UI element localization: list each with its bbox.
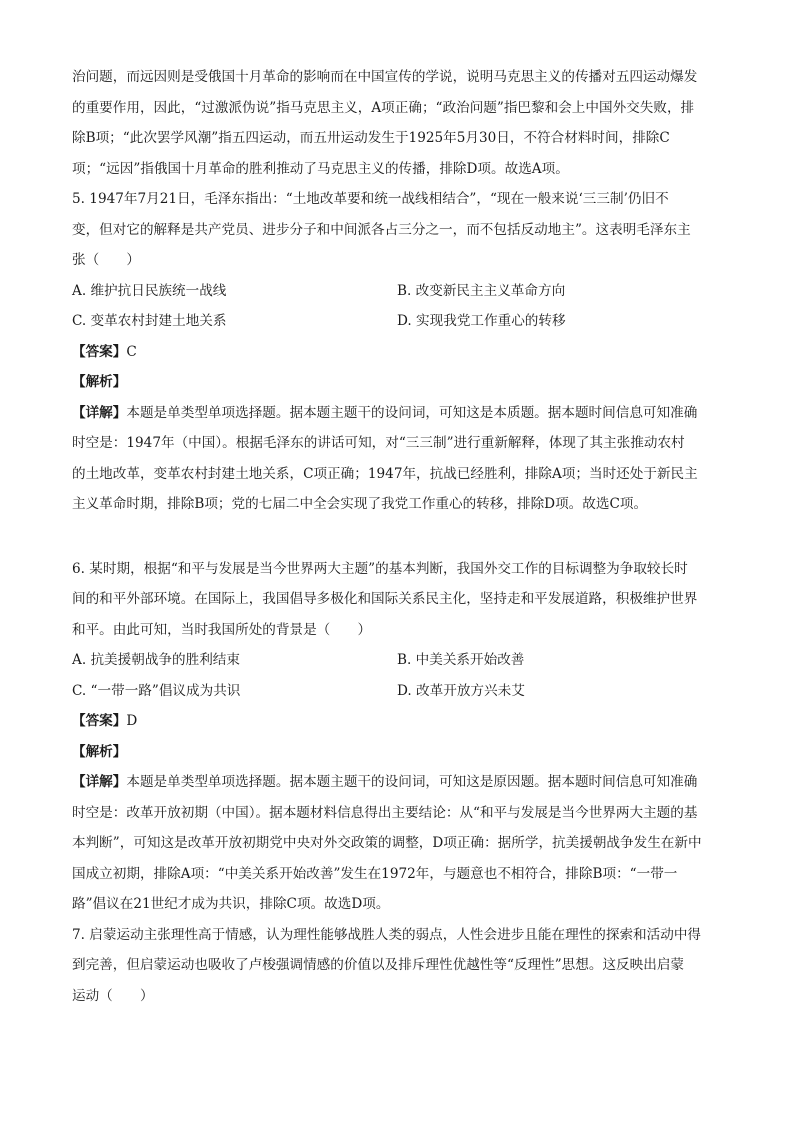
q6-options-row bbox=[72, 676, 724, 707]
q6-option-b: B. 中美关系开始改善 bbox=[397, 652, 525, 668]
q7-stem: 到完善，但启蒙运动也吸收了卢梭强调情感的价值以及排斥理性优越性等“反理性”思想。这反映出启蒙 bbox=[72, 957, 685, 973]
q5-answer bbox=[72, 337, 724, 368]
q6-detail bbox=[72, 767, 724, 798]
answer-value: C bbox=[126, 343, 137, 360]
detail-line: 本判断”，可知这是改革开放初期党中央对外交政策的调整，D项正确：据所学，抗美援朝战争发生在新中 bbox=[72, 835, 702, 851]
answer-value: D bbox=[126, 713, 138, 729]
q5-stem: 变，但对它的解释是共产党员、进步分子和中间派各占三分之一，而不包括反动地主”。这表明毛泽东主 bbox=[72, 221, 691, 238]
analysis-tag: 【解析】 bbox=[72, 374, 127, 390]
q6-option-c: C. “一带一路”倡议成为共识 bbox=[72, 682, 241, 699]
q6-options-row bbox=[72, 645, 724, 676]
intro-line: 治问题，而远因则是受俄国十月革命的影响而在中国宣传的学说，说明马克思主义的传播对五四运动爆发 bbox=[72, 69, 698, 85]
q5-option-c: C. 变革农村封建土地关系 bbox=[72, 313, 227, 329]
detail-line: 路”倡议在21世纪才成为共识，排除C项。故选D项。 bbox=[72, 896, 390, 912]
q6-stem: 间的和平外部环境。在国际上，我国倡导多极化和国际关系民主化，坚持走和平发展道路，积极维护世界 bbox=[72, 591, 698, 607]
q5-option-a: A. 维护抗日民族统一战线 bbox=[72, 282, 227, 299]
q6-option-d: D. 改革开放方兴未艾 bbox=[397, 682, 525, 699]
document-page bbox=[72, 62, 724, 1011]
q7-stem: 7. 启蒙运动主张理性高于情感，认为理性能够战胜人类的弱点，人性会进步且能在理性的探索和活动中得 bbox=[72, 926, 702, 943]
intro-line: 项；“远因”指俄国十月革命的胜利推动了马克思主义的传播，排除D项。故选A项。 bbox=[72, 160, 569, 177]
q6-stem: 6. 某时期，根据“和平与发展是当今世界两大主题”的基本判断，我国外交工作的目标调整为争取较长时 bbox=[72, 560, 688, 577]
q5-options-row bbox=[72, 306, 724, 337]
q5-stem: 张（ ） bbox=[72, 252, 140, 268]
answer-tag: 【答案】 bbox=[72, 343, 127, 360]
intro-line: 的重要作用，因此，“过激派伪说”指马克思主义，A项正确；“政治问题”指巴黎和会上中国外交失败，排 bbox=[72, 99, 695, 116]
q5-stem: 5. 1947年7月21日，毛泽东指出：“土地改革要和统一战线相结合”，“现在一般来说‘三三制’仍旧不 bbox=[72, 191, 669, 207]
q5-options-row bbox=[72, 276, 724, 307]
q6-answer bbox=[72, 706, 724, 737]
q6-stem: 和平。由此可知，当时我国所处的背景是（ ） bbox=[72, 621, 372, 638]
spacer bbox=[72, 520, 724, 554]
detail-line: 国成立初期，排除A项：“中美关系开始改善”发生在1972年，与题意也不相符合，排除B项：“一带一 bbox=[72, 865, 678, 882]
q5-option-d: D. 实现我党工作重心的转移 bbox=[397, 313, 566, 329]
detail-line: 主义革命时期，排除B项；党的七届二中全会实现了我党工作重心的转移，排除D项。故选C项。 bbox=[72, 496, 648, 512]
q5-option-b: B. 改变新民主主义革命方向 bbox=[397, 282, 566, 299]
q5-detail bbox=[72, 398, 724, 429]
detail-line: 时空是：1947年（中国）。根据毛泽东的讲话可知，对“三三制”进行重新解释，体现了其主张推动农村 bbox=[72, 435, 685, 451]
detail-line: 的土地改革，变革农村封建土地关系，C项正确；1947年，抗战已经胜利，排除A项；当时还处于新民主 bbox=[72, 465, 698, 482]
detail-line: 本题是单类型单项选择题。据本题主题干的设问词，可知这是原因题。据本题时间信息可知准确 bbox=[126, 774, 698, 790]
detail-line: 时空是：改革开放初期（中国）。据本题材料信息得出主要结论：从“和平与发展是当今世界两大主题的基 bbox=[72, 804, 698, 821]
answer-tag: 【答案】 bbox=[72, 713, 127, 729]
q6-option-a: A. 抗美援朝战争的胜利结束 bbox=[72, 652, 240, 668]
q7-stem: 运动（ ） bbox=[72, 987, 154, 1004]
intro-line: 除B项；“此次罢学风潮”指五四运动，而五卅运动发生于1925年5月30日，不符合材料时间，排除C bbox=[72, 130, 670, 146]
detail-tag: 【详解】 bbox=[72, 774, 127, 790]
detail-line: 本题是单类型单项选择题。据本题主题干的设问词，可知这是本质题。据本题时间信息可知准确 bbox=[126, 404, 698, 421]
analysis-tag: 【解析】 bbox=[72, 743, 127, 760]
detail-tag: 【详解】 bbox=[72, 404, 127, 421]
q6-analysis bbox=[72, 737, 724, 768]
q5-analysis bbox=[72, 367, 724, 398]
